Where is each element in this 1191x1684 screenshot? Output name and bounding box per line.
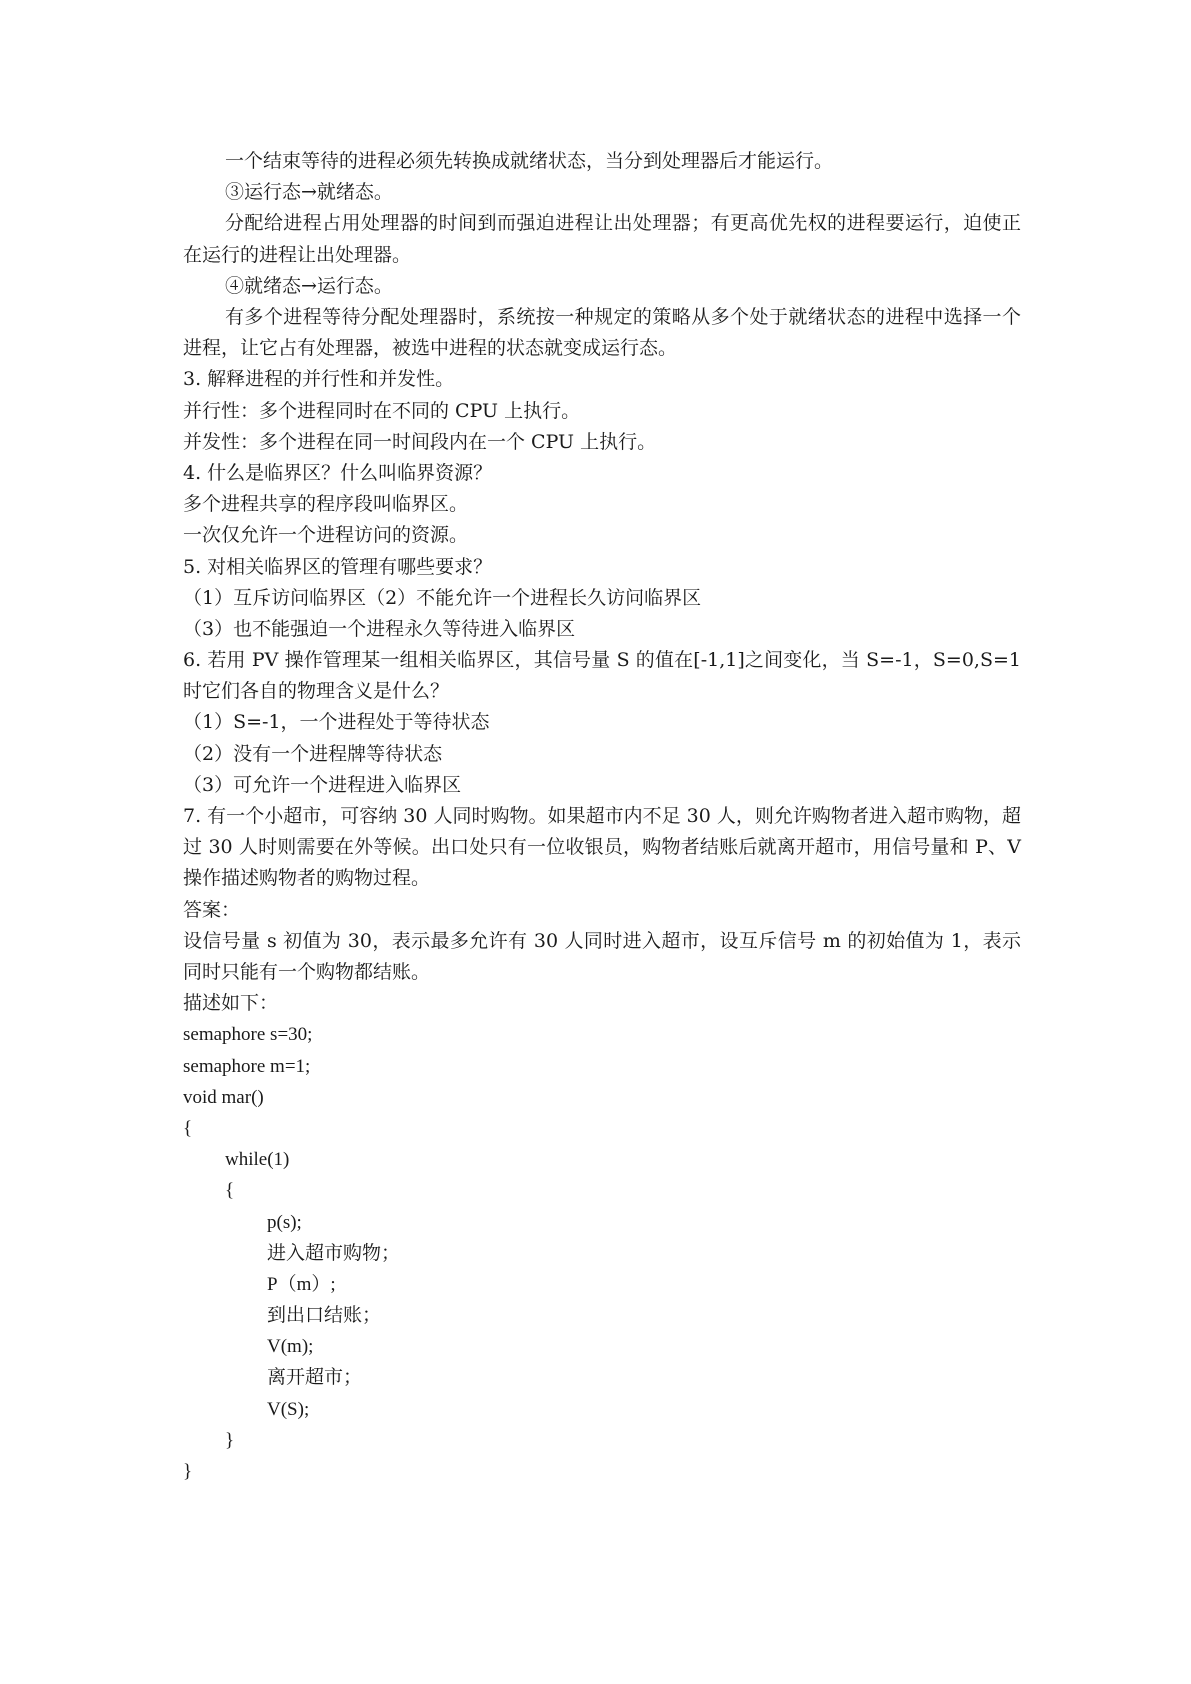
text-line: 并发性：多个进程在同一时间段内在一个 CPU 上执行。 (183, 430, 657, 453)
question-heading: 5. 对相关临界区的管理有哪些要求？ (183, 555, 493, 578)
code-line: void mar() (183, 1086, 264, 1108)
question-heading: 4. 什么是临界区？什么叫临界资源？ (183, 461, 493, 484)
text-paragraph: 有多个进程等待分配处理器时，系统按一种规定的策略从多个处于就绪状态的进程中选择一个进程，让它占有处理器，被选中进程的状态就变成运行态。 (183, 305, 1021, 360)
text-line: 并行性：多个进程同时在不同的 CPU 上执行。 (183, 399, 581, 422)
code-line: V(m); (267, 1336, 314, 1358)
text-paragraph: 分配给进程占用处理器的时间到而强迫进程让出处理器；有更高优先权的进程要运行，迫使正在运行的进程让出处理器。 (183, 212, 1021, 266)
text-line: （3）也不能强迫一个进程永久等待进入临界区 (183, 617, 576, 640)
text-paragraph: 设信号量 s 初值为 30，表示最多允许有 30 人同时进入超市，设互斥信号 m 的初始值为 1，表示同时只能有一个购物都结账。 (183, 929, 1021, 984)
code-line: while(1) (225, 1149, 290, 1171)
question-heading: 3. 解释进程的并行性和并发性。 (183, 368, 455, 391)
document-page (183, 146, 1021, 1487)
text-line: （3）可允许一个进程进入临界区 (183, 773, 462, 796)
code-line: 到出口结账； (267, 1305, 382, 1327)
code-line: 进入超市购物； (267, 1242, 401, 1264)
code-line: semaphore s=30; (183, 1024, 313, 1046)
code-line: semaphore m=1; (183, 1055, 311, 1077)
text-line: （1）S=-1，一个进程处于等待状态 (183, 711, 490, 734)
text-line: 描述如下： (183, 992, 279, 1015)
code-line: V(S); (267, 1398, 310, 1420)
answer-label: 答案： (183, 898, 241, 921)
text-line: （1）互斥访问临界区（2）不能允许一个进程长久访问临界区 (183, 586, 702, 609)
text-line: ④就绪态→运行态。 (225, 274, 393, 297)
question-heading: 6. 若用 PV 操作管理某一组相关临界区，其信号量 S 的值在[-1,1]之间变化，当 S=-1，S=0,S=1 时它们各自的物理含义是什么？ (183, 649, 1021, 703)
question-heading: 7. 有一个小超市，可容纳 30 人同时购物。如果超市内不足 30 人，则允许购物者进入超市购物，超过 30 人时则需要在外等候。出口处只有一位收银员，购物者结账后就离开超市，用信号量和 P、V 操作描述购物者的购物过程。 (183, 805, 1021, 890)
text-line: 一个结束等待的进程必须先转换成就绪状态，当分到处理器后才能运行。 (225, 150, 834, 172)
text-line: 一次仅允许一个进程访问的资源。 (183, 524, 469, 547)
code-line: P（m）; (267, 1273, 336, 1295)
code-line: { (183, 1117, 193, 1139)
code-line: 离开超市； (267, 1367, 363, 1389)
code-line: } (225, 1429, 235, 1451)
text-line: 多个进程共享的程序段叫临界区。 (183, 493, 469, 516)
code-line: { (225, 1180, 235, 1202)
code-line: } (183, 1461, 193, 1483)
code-line: p(s); (267, 1211, 302, 1233)
text-line: （2）没有一个进程牌等待状态 (183, 742, 443, 765)
text-line: ③运行态→就绪态。 (225, 181, 393, 204)
